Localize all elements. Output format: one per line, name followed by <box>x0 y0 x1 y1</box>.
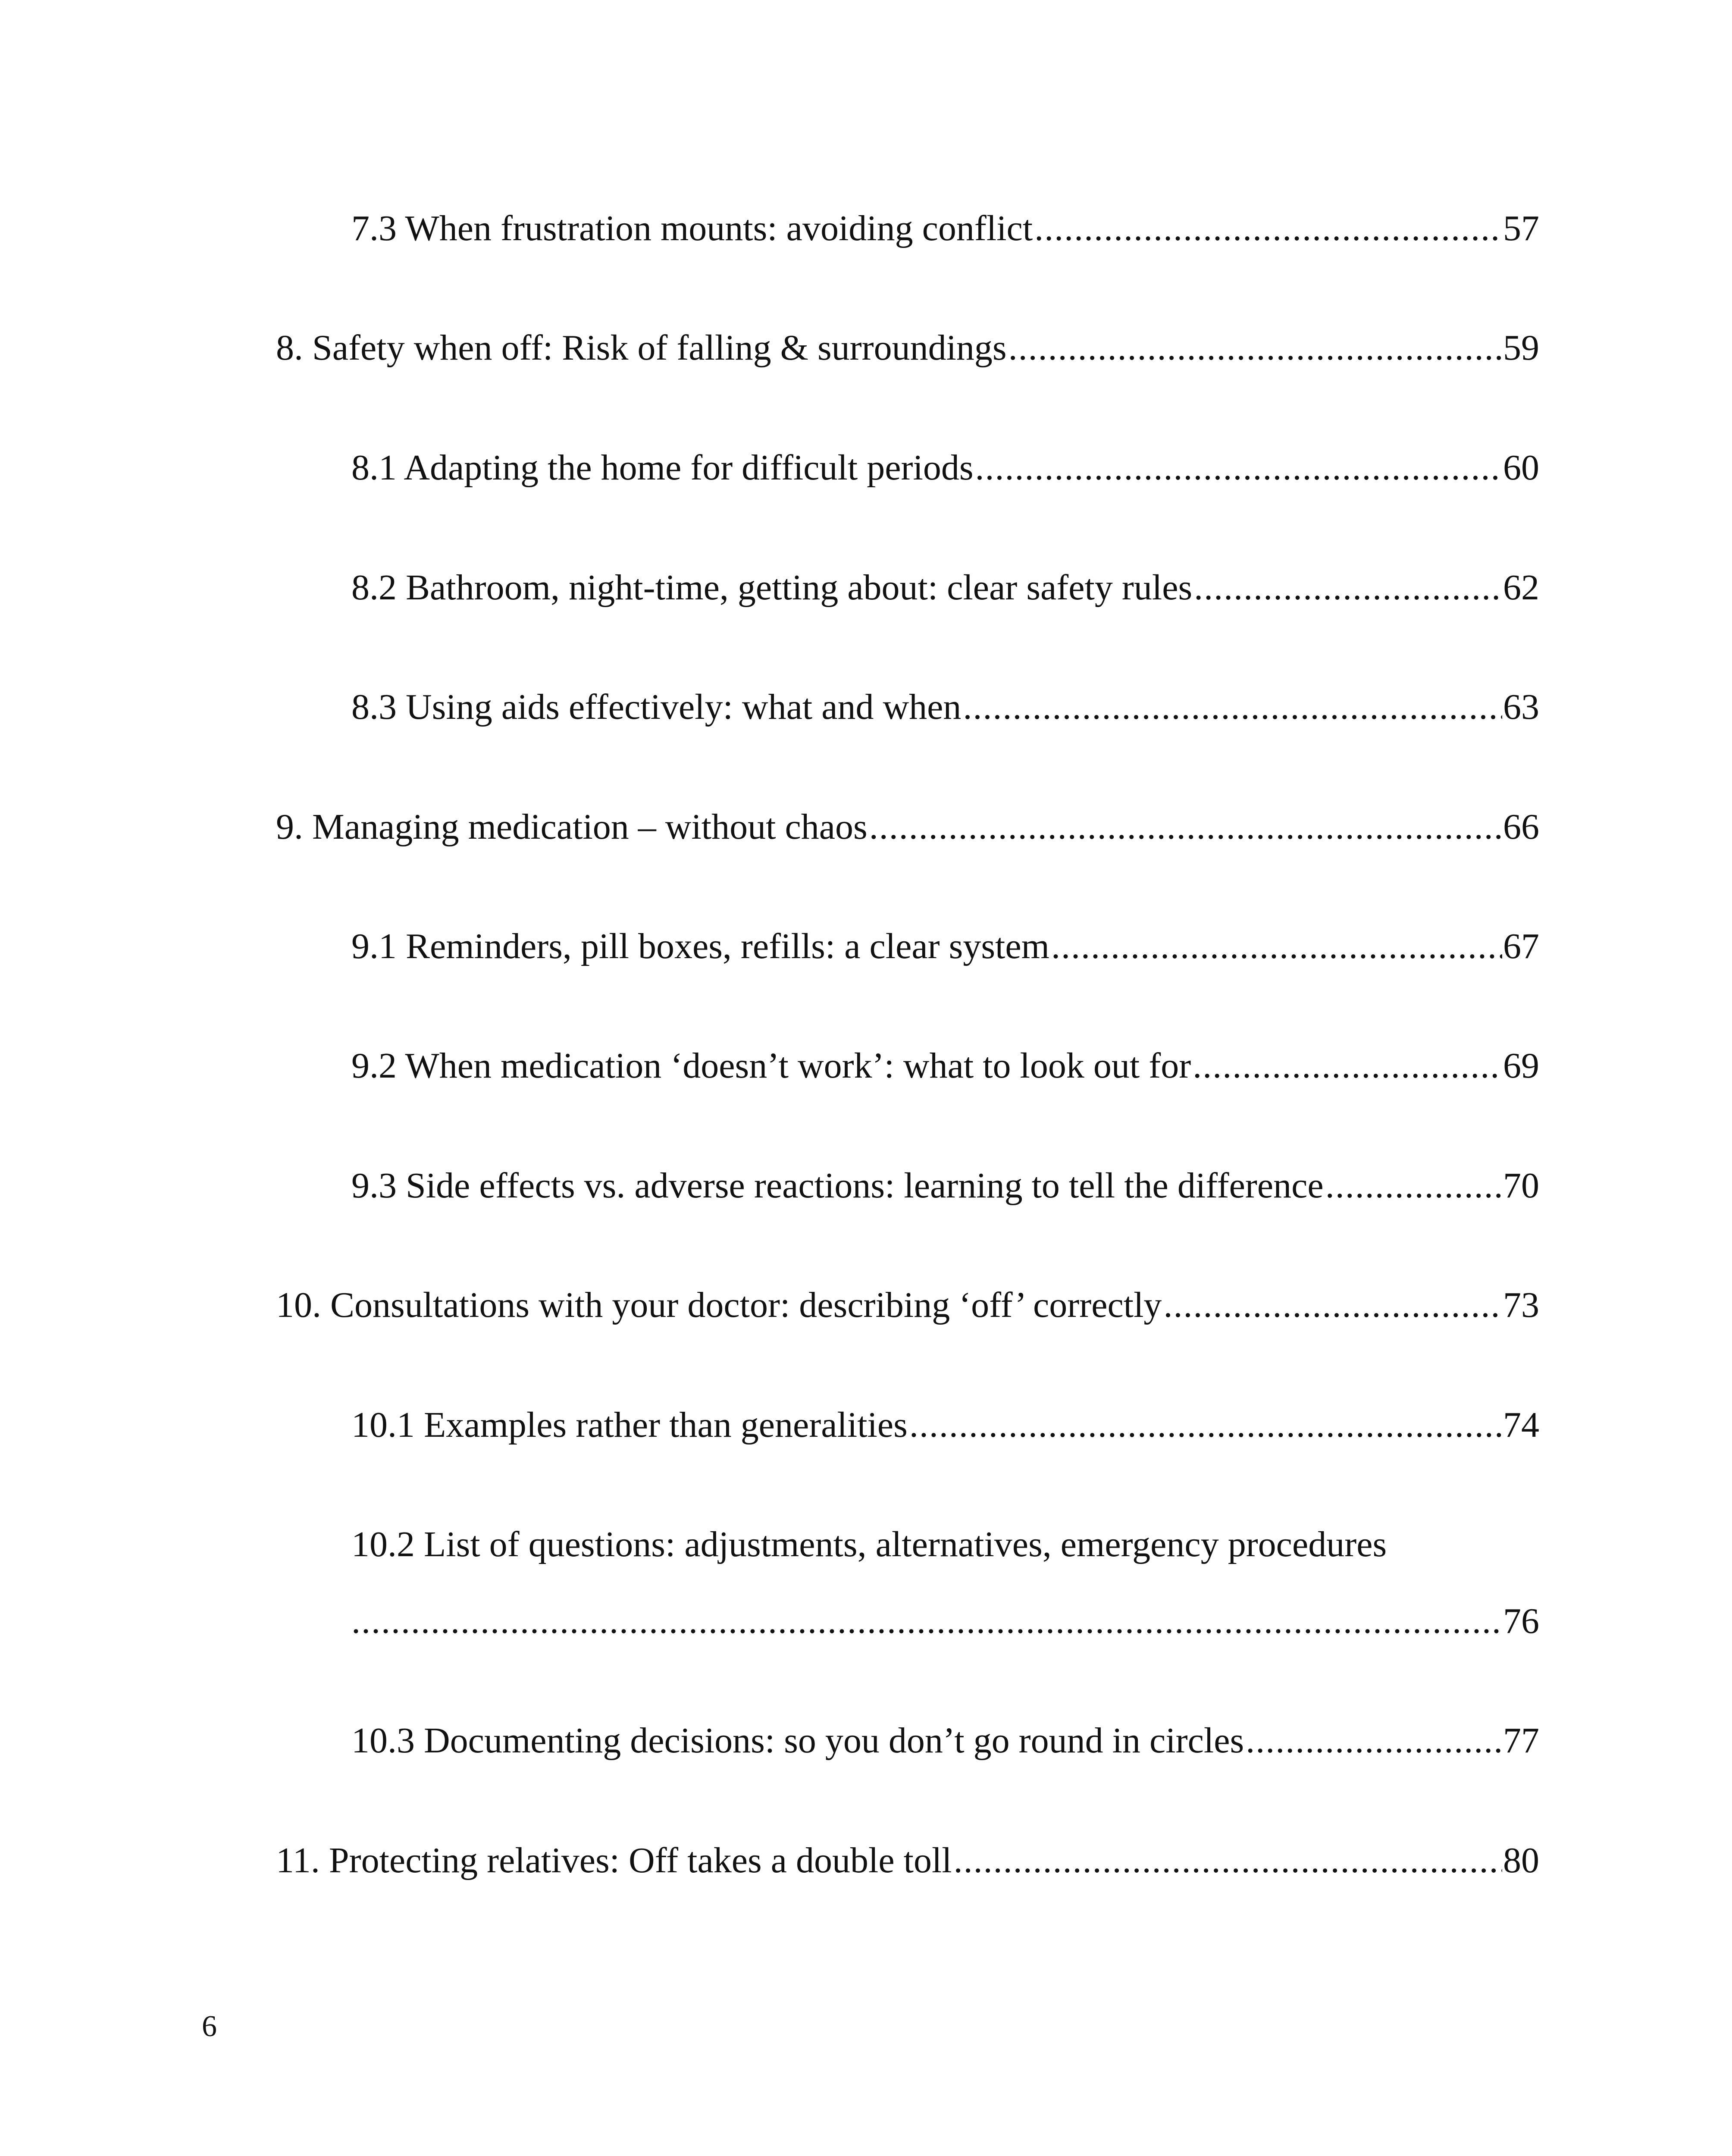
toc-entry-page: 59 <box>1503 328 1539 368</box>
toc-entry[interactable] <box>351 1719 1539 1762</box>
toc-entry-page: 57 <box>1503 208 1539 248</box>
toc-dot-leader <box>1194 566 1502 609</box>
toc-entry[interactable] <box>276 805 1539 849</box>
toc-entry[interactable] <box>276 1284 1539 1327</box>
toc-entry-title: 8.2 Bathroom, night-time, getting about: clear safety rules <box>351 567 1193 608</box>
toc-dot-leader <box>963 686 1502 729</box>
toc-dot-leader <box>351 1600 1502 1643</box>
toc-entry-title: 10.3 Documenting decisions: so you don’t go round in circles <box>351 1720 1244 1761</box>
toc-dot-leader <box>1051 925 1502 968</box>
toc-entry[interactable] <box>351 207 1539 250</box>
toc-entry-title: 8.1 Adapting the home for difficult periods <box>351 448 974 488</box>
toc-entry-page: 60 <box>1503 448 1539 488</box>
toc-entry-page: 80 <box>1503 1840 1539 1880</box>
toc-dot-leader <box>869 805 1502 849</box>
toc-entry[interactable] <box>351 686 1539 729</box>
toc-dot-leader <box>1193 1044 1502 1087</box>
toc-entry-page: 67 <box>1503 926 1539 966</box>
toc-entry-page: 70 <box>1503 1166 1539 1206</box>
toc-entry-page: 62 <box>1503 567 1539 608</box>
toc-entry-page: 73 <box>1503 1285 1539 1325</box>
toc-dot-leader <box>1246 1719 1502 1762</box>
toc-entry[interactable] <box>276 1839 1539 1882</box>
toc-entry[interactable] <box>351 446 1539 489</box>
page-number: 6 <box>202 2010 217 2043</box>
toc-entry-title: 9.2 When medication ‘doesn’t work’: what to look out for <box>351 1046 1191 1086</box>
toc-entry-title: 9.3 Side effects vs. adverse reactions: learning to tell the difference <box>351 1166 1324 1206</box>
toc-dot-leader <box>1325 1164 1502 1207</box>
toc-entry-title[interactable]: 10.2 List of questions: adjustments, alternatives, emergency procedures <box>351 1524 1387 1564</box>
toc-entry-title: 7.3 When frustration mounts: avoiding conflict <box>351 208 1033 248</box>
toc-entry[interactable] <box>351 925 1539 968</box>
toc-entry-title: 10.1 Examples rather than generalities <box>351 1405 908 1445</box>
toc-dot-leader <box>1163 1284 1502 1327</box>
toc-entry[interactable] <box>351 566 1539 609</box>
toc-dot-leader <box>954 1839 1502 1882</box>
toc-entry-page: 76 <box>1503 1601 1539 1641</box>
toc-entry-page: 66 <box>1503 807 1539 847</box>
toc-entry[interactable] <box>351 1164 1539 1207</box>
toc-dot-leader <box>1034 207 1502 250</box>
toc-entry-title: 10. Consultations with your doctor: describing ‘off’ correctly <box>276 1285 1162 1325</box>
toc-entry-page: 69 <box>1503 1046 1539 1086</box>
toc-dot-leader <box>975 446 1502 489</box>
toc-entry[interactable] <box>351 1600 1539 1643</box>
toc-entry-title: 11. Protecting relatives: Off takes a double toll <box>276 1840 952 1880</box>
toc-entry-title: 9. Managing medication – without chaos <box>276 807 868 847</box>
toc-entry-title: 8. Safety when off: Risk of falling & surroundings <box>276 328 1007 368</box>
toc-entry[interactable] <box>276 326 1539 370</box>
toc-entry-page: 77 <box>1503 1720 1539 1761</box>
toc-entry-title: 8.3 Using aids effectively: what and when <box>351 687 962 727</box>
toc-dot-leader <box>909 1404 1502 1447</box>
toc-entry-page: 74 <box>1503 1405 1539 1445</box>
toc-dot-leader <box>1009 326 1502 370</box>
toc-entry-page: 63 <box>1503 687 1539 727</box>
toc-entry-title: 9.1 Reminders, pill boxes, refills: a clear system <box>351 926 1049 966</box>
toc-entry[interactable] <box>351 1404 1539 1447</box>
toc-entry[interactable] <box>351 1044 1539 1087</box>
